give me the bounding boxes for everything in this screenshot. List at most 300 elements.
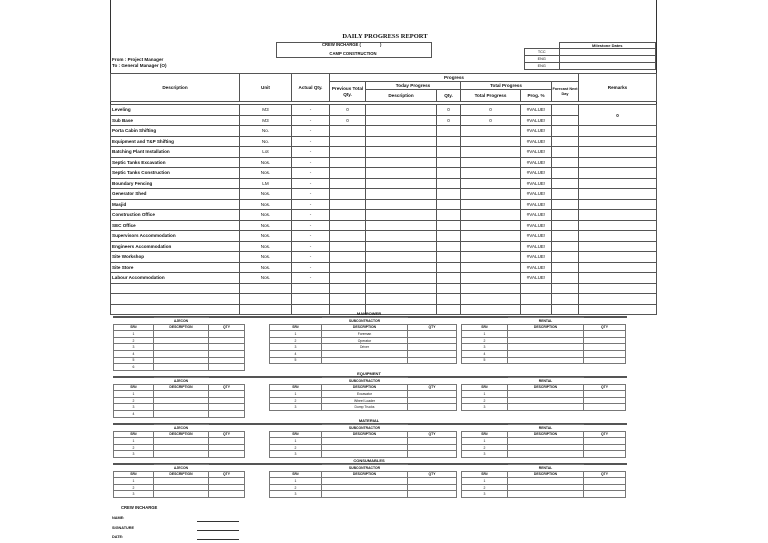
cell-unit: Nos. <box>240 231 292 242</box>
item-qty <box>209 438 245 445</box>
cell-pct: #VALUE! <box>521 241 552 252</box>
cell-forecast <box>552 231 579 242</box>
sr-number: 1 <box>114 438 154 445</box>
cell-total <box>461 189 521 200</box>
group-label: RENTAL <box>508 465 584 472</box>
item-description <box>322 438 408 445</box>
cell-pct: #VALUE! <box>521 168 552 179</box>
header-previous-total: Previous Total Qty. <box>330 82 366 102</box>
list-item <box>114 391 245 398</box>
header-today-qty: Qty. <box>437 90 461 102</box>
header-forecast: Forecast Next Day <box>552 82 579 102</box>
cell-desc: Engineers Accommodation <box>111 241 240 252</box>
list-item <box>114 438 245 445</box>
list-item <box>462 438 626 445</box>
cell-tdesc <box>366 199 437 210</box>
cell-tqty <box>437 231 461 242</box>
item-description: Driver <box>322 344 408 351</box>
cell-remarks <box>579 178 657 189</box>
table-row <box>111 157 657 168</box>
col-header-desc: DESCRIPTION <box>322 471 408 478</box>
item-description <box>508 404 584 411</box>
cell-total <box>461 231 521 242</box>
cell-actual: - <box>292 262 330 273</box>
cell-tqty <box>437 189 461 200</box>
item-qty <box>584 350 626 357</box>
cell-tqty <box>437 241 461 252</box>
list-item <box>462 444 626 451</box>
milestone-label-3: ENG <box>525 63 560 70</box>
cell-desc: Site Workshop <box>111 252 240 263</box>
cell-tqty <box>437 220 461 231</box>
cell-tqty <box>437 273 461 284</box>
cell-forecast <box>552 157 579 168</box>
list-item <box>270 337 457 344</box>
item-qty <box>584 357 626 364</box>
item-description <box>154 484 209 491</box>
cell-total <box>461 273 521 284</box>
item-description <box>154 391 209 398</box>
col-header-sr: SR# <box>270 324 322 331</box>
cell-prev <box>330 262 366 273</box>
milestone-table <box>524 42 656 70</box>
col-header-desc: DESCRIPTION <box>508 471 584 478</box>
cell-actual: - <box>292 105 330 116</box>
cell-desc: Supervisors Accommodation <box>111 231 240 242</box>
list-item <box>114 350 245 357</box>
col-header-desc: DESCRIPTION <box>508 384 584 391</box>
cell-pct: #VALUE! <box>521 178 552 189</box>
cell-desc: Sub Base <box>111 115 240 126</box>
main-table-header <box>110 73 657 102</box>
cell-tqty <box>437 283 461 294</box>
group-label: AJECON <box>154 465 209 472</box>
col-header-qty: QTY <box>408 471 457 478</box>
cell-tdesc <box>366 231 437 242</box>
item-description: Dump Trucks <box>322 404 408 411</box>
cell-total <box>461 168 521 179</box>
group-label: AJECON <box>154 425 209 432</box>
cell-prev <box>330 178 366 189</box>
footer-crew: CREW INCHARGE <box>121 505 158 510</box>
cell-tqty <box>437 178 461 189</box>
cell-pct: #VALUE! <box>521 157 552 168</box>
item-description <box>154 331 209 338</box>
cell-total <box>461 283 521 294</box>
header-description: Description <box>111 74 240 102</box>
cell-forecast <box>552 178 579 189</box>
cell-total <box>461 147 521 158</box>
sr-number: 3 <box>462 491 508 498</box>
list-item <box>114 478 245 485</box>
item-description: Operator <box>322 337 408 344</box>
cell-unit: No. <box>240 136 292 147</box>
col-header-desc: DESCRIPTION <box>322 431 408 438</box>
list-item <box>114 397 245 404</box>
list-item <box>462 478 626 485</box>
list-item <box>462 344 626 351</box>
cell-unit: Nos. <box>240 157 292 168</box>
item-qty <box>209 331 245 338</box>
cell-desc: Equipment and T&P Shifting <box>111 136 240 147</box>
cell-forecast <box>552 115 579 126</box>
item-qty <box>408 491 457 498</box>
sr-number: 1 <box>270 331 322 338</box>
col-header-desc: DESCRIPTION <box>154 431 209 438</box>
list-item <box>270 357 457 364</box>
col-header-desc: DESCRIPTION <box>154 324 209 331</box>
report-title: DAILY PROGRESS REPORT <box>342 33 428 40</box>
item-description <box>508 350 584 357</box>
cell-actual: - <box>292 136 330 147</box>
col-header-sr: SR# <box>270 471 322 478</box>
cell-unit: M3 <box>240 115 292 126</box>
cell-tqty <box>437 210 461 221</box>
sr-number: 2 <box>462 444 508 451</box>
item-qty <box>584 404 626 411</box>
cell-tdesc <box>366 273 437 284</box>
cell-unit: Nos. <box>240 252 292 263</box>
item-qty <box>584 451 626 458</box>
header-today-progress: Today Progress <box>366 82 461 90</box>
item-description <box>508 331 584 338</box>
cell-actual: - <box>292 252 330 263</box>
milestone-title: Milestone Dates <box>559 43 656 49</box>
col-header-qty: QTY <box>584 324 626 331</box>
item-qty <box>408 397 457 404</box>
sr-number: 1 <box>270 478 322 485</box>
item-description <box>322 478 408 485</box>
table-row <box>111 189 657 200</box>
item-qty <box>209 391 245 398</box>
cell-prev <box>330 136 366 147</box>
manpower-col_b-table <box>269 317 457 364</box>
item-qty <box>209 364 245 371</box>
cell-actual <box>292 283 330 294</box>
cell-desc: Construction Office <box>111 210 240 221</box>
item-qty <box>584 331 626 338</box>
cell-forecast <box>552 199 579 210</box>
cell-pct: #VALUE! <box>521 262 552 273</box>
cell-total <box>461 178 521 189</box>
cell-total: 0 <box>461 115 521 126</box>
item-description <box>508 478 584 485</box>
cell-tdesc <box>366 294 437 305</box>
col-header-desc: DESCRIPTION <box>322 324 408 331</box>
item-qty <box>584 397 626 404</box>
item-description <box>154 364 209 371</box>
equipment-col_b-table <box>269 377 457 411</box>
item-qty <box>584 478 626 485</box>
footer-signature-label: SIGNATURE <box>112 526 135 530</box>
cell-tdesc <box>366 126 437 137</box>
sr-number: 2 <box>114 444 154 451</box>
main-table-body <box>110 104 657 315</box>
material-col_a-table <box>113 424 245 458</box>
item-description <box>508 491 584 498</box>
list-item <box>114 484 245 491</box>
sr-number: 4 <box>114 350 154 357</box>
cell-remarks <box>579 262 657 273</box>
cell-pct: #VALUE! <box>521 136 552 147</box>
list-item <box>114 331 245 338</box>
cell-remarks <box>579 168 657 179</box>
material-col_b-table <box>269 424 457 458</box>
sr-number: 6 <box>114 364 154 371</box>
list-item <box>270 404 457 411</box>
col-header-qty: QTY <box>584 384 626 391</box>
item-qty <box>408 484 457 491</box>
cell-forecast <box>552 105 579 116</box>
item-description <box>154 397 209 404</box>
col-header-qty: QTY <box>209 324 245 331</box>
cell-tqty <box>437 252 461 263</box>
cell-unit: Nos. <box>240 199 292 210</box>
sr-number: 2 <box>114 484 154 491</box>
cell-forecast <box>552 189 579 200</box>
list-item <box>114 404 245 411</box>
item-qty <box>408 391 457 398</box>
cell-prev <box>330 220 366 231</box>
from-line: From : Project Manager <box>112 57 164 62</box>
item-description <box>154 444 209 451</box>
cell-forecast <box>552 273 579 284</box>
cell-desc: Masjid <box>111 199 240 210</box>
cell-tdesc <box>366 157 437 168</box>
item-description <box>154 410 209 417</box>
item-description <box>154 344 209 351</box>
cell-pct <box>521 294 552 305</box>
header-actual-qty: Actual Qty. <box>292 74 330 102</box>
section-title-equipment: EQUIPMENT <box>357 371 381 376</box>
item-description <box>154 357 209 364</box>
item-description <box>322 350 408 357</box>
sr-number: 2 <box>462 484 508 491</box>
project-name: CAMP CONSTRUCTION <box>329 51 377 56</box>
sr-number: 4 <box>270 350 322 357</box>
sr-number: 1 <box>462 478 508 485</box>
list-item <box>270 397 457 404</box>
item-description <box>322 357 408 364</box>
cell-tqty <box>437 126 461 137</box>
header-remarks: Remarks <box>579 74 657 102</box>
cell-tqty <box>437 136 461 147</box>
sr-number: 1 <box>462 438 508 445</box>
item-description <box>508 337 584 344</box>
manpower-col_c-table <box>461 317 626 364</box>
list-item <box>270 344 457 351</box>
sr-number: 3 <box>114 344 154 351</box>
cell-desc: Batching Plant Installation <box>111 147 240 158</box>
list-item <box>270 444 457 451</box>
cell-forecast <box>552 241 579 252</box>
cell-tdesc <box>366 189 437 200</box>
item-qty <box>209 350 245 357</box>
list-item <box>462 491 626 498</box>
cell-pct <box>521 283 552 294</box>
col-header-qty: QTY <box>408 431 457 438</box>
cell-tdesc <box>366 262 437 273</box>
col-header-sr: SR# <box>114 471 154 478</box>
group-label: RENTAL <box>508 378 584 385</box>
sr-number: 5 <box>114 357 154 364</box>
cell-actual: - <box>292 178 330 189</box>
cell-unit: Nos. <box>240 168 292 179</box>
cell-total <box>461 262 521 273</box>
sr-number: 3 <box>270 491 322 498</box>
cell-actual: - <box>292 168 330 179</box>
item-qty <box>584 391 626 398</box>
footer-name-line[interactable] <box>197 521 239 522</box>
equipment-col_a-table <box>113 377 245 418</box>
list-item <box>462 397 626 404</box>
cell-unit: Nos. <box>240 189 292 200</box>
cell-pct: #VALUE! <box>521 210 552 221</box>
header-total-progress-col: Total Progress <box>461 90 521 102</box>
cell-prev <box>330 189 366 200</box>
col-header-qty: QTY <box>209 471 245 478</box>
cell-prev <box>330 294 366 305</box>
table-row <box>111 220 657 231</box>
list-item <box>114 444 245 451</box>
cell-pct: #VALUE! <box>521 105 552 116</box>
cell-tqty <box>437 199 461 210</box>
item-description <box>508 484 584 491</box>
item-qty <box>584 438 626 445</box>
col-header-qty: QTY <box>408 384 457 391</box>
cell-tqty: 0 <box>437 115 461 126</box>
list-item <box>270 438 457 445</box>
cell-remarks <box>579 126 657 137</box>
cell-desc: Generator Shed <box>111 189 240 200</box>
item-qty <box>209 478 245 485</box>
consumables-col_b-table <box>269 464 457 498</box>
item-qty <box>408 357 457 364</box>
sr-number: 1 <box>114 478 154 485</box>
footer-signature-line[interactable] <box>197 530 239 531</box>
item-qty <box>209 444 245 451</box>
item-qty <box>209 491 245 498</box>
item-qty <box>408 444 457 451</box>
item-description <box>508 391 584 398</box>
cell-prev <box>330 157 366 168</box>
table-row <box>111 231 657 242</box>
item-qty <box>209 357 245 364</box>
consumables-col_a-table <box>113 464 245 498</box>
table-row <box>111 262 657 273</box>
cell-prev <box>330 252 366 263</box>
cell-total <box>461 241 521 252</box>
sr-number: 3 <box>462 451 508 458</box>
cell-pct: #VALUE! <box>521 231 552 242</box>
cell-prev: 0 <box>330 115 366 126</box>
crew-incharge-close: ) <box>380 42 382 47</box>
cell-forecast <box>552 147 579 158</box>
sr-number: 2 <box>270 397 322 404</box>
sr-number: 3 <box>114 404 154 411</box>
col-header-sr: SR# <box>114 324 154 331</box>
footer-date-line[interactable] <box>197 539 239 540</box>
cell-tdesc <box>366 252 437 263</box>
item-qty <box>408 451 457 458</box>
item-qty <box>209 397 245 404</box>
cell-actual: - <box>292 220 330 231</box>
sr-number: 1 <box>462 391 508 398</box>
cell-prev <box>330 147 366 158</box>
group-label: RENTAL <box>508 425 584 432</box>
item-qty <box>209 451 245 458</box>
cell-tqty <box>437 157 461 168</box>
equipment-col_c-table <box>461 377 626 411</box>
cell-tdesc <box>366 210 437 221</box>
list-item <box>114 357 245 364</box>
cell-forecast <box>552 126 579 137</box>
cell-pct: #VALUE! <box>521 199 552 210</box>
cell-prev <box>330 283 366 294</box>
cell-tqty <box>437 168 461 179</box>
cell-actual: - <box>292 147 330 158</box>
table-row <box>111 283 657 294</box>
table-row <box>111 294 657 305</box>
manpower-col_a-table <box>113 317 245 371</box>
col-header-qty: QTY <box>209 431 245 438</box>
item-description <box>154 491 209 498</box>
cell-prev <box>330 210 366 221</box>
cell-prev <box>330 241 366 252</box>
item-qty <box>209 344 245 351</box>
section-title-material: MATERIAL <box>358 418 380 423</box>
cell-actual: - <box>292 241 330 252</box>
item-description <box>508 444 584 451</box>
sr-number: 3 <box>270 451 322 458</box>
sr-number: 1 <box>114 391 154 398</box>
table-row <box>111 252 657 263</box>
sr-number: 3 <box>114 451 154 458</box>
cell-forecast <box>552 252 579 263</box>
cell-unit: No. <box>240 126 292 137</box>
cell-prev <box>330 126 366 137</box>
item-qty <box>584 444 626 451</box>
sr-number: 3 <box>462 404 508 411</box>
item-description: Wheel Loader <box>322 397 408 404</box>
col-header-sr: SR# <box>114 431 154 438</box>
item-description <box>322 484 408 491</box>
item-qty <box>408 350 457 357</box>
cell-unit: Lot <box>240 147 292 158</box>
group-label: RENTAL <box>508 318 584 325</box>
item-qty <box>408 404 457 411</box>
cell-unit <box>240 283 292 294</box>
cell-tdesc <box>366 136 437 147</box>
cell-unit: Nos. <box>240 220 292 231</box>
cell-total <box>461 294 521 305</box>
cell-forecast <box>552 294 579 305</box>
cell-desc: Septic Tanks Construction <box>111 168 240 179</box>
list-item <box>462 337 626 344</box>
cell-tdesc <box>366 105 437 116</box>
cell-remarks <box>579 283 657 294</box>
sr-number: 1 <box>270 391 322 398</box>
footer-date-label: DATE: <box>112 535 124 539</box>
cell-prev <box>330 199 366 210</box>
col-header-qty: QTY <box>408 324 457 331</box>
item-qty <box>584 484 626 491</box>
list-item <box>270 331 457 338</box>
section-title-manpower: MANPOWER <box>356 311 382 316</box>
header-prog-pct: Prog. % <box>521 90 552 102</box>
item-description <box>154 337 209 344</box>
cell-unit <box>240 294 292 305</box>
